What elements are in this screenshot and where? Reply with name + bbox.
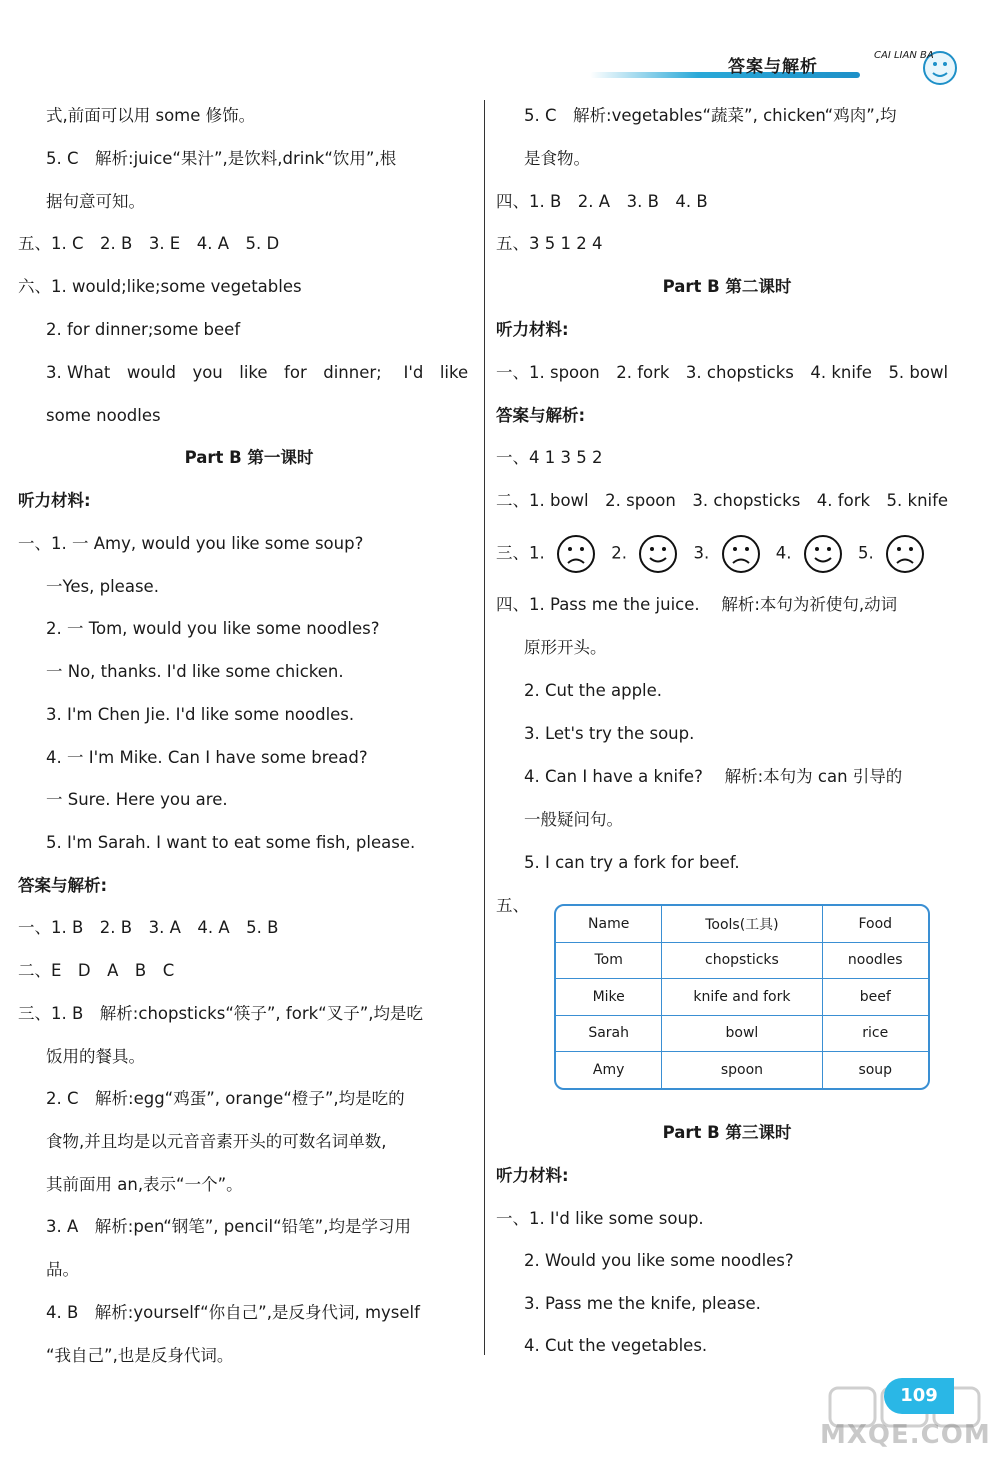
text-line: 3. Pass me the knife, please. [524, 1294, 761, 1313]
table-header-cell: Name [556, 906, 662, 943]
text-line: 5. I can try a fork for beef. [524, 853, 740, 872]
table-row [556, 979, 928, 1016]
happy-face-icon [638, 534, 678, 574]
text-line: 式,前面可以用 some 修饰。 [46, 106, 256, 125]
table-cell: spoon [662, 1052, 822, 1088]
answer-table [554, 904, 930, 1090]
happy-face-icon [803, 534, 843, 574]
section-heading: Part B 第二课时 [662, 277, 792, 296]
text-line: 四、1. B 2. A 3. B 4. B [496, 192, 708, 211]
text-line: 4. Cut the vegetables. [524, 1336, 708, 1355]
faces-num: 3. [693, 543, 710, 563]
text-line: 3. A 解析:pen“钢笔”, pencil“铅笔”,均是学习用 [46, 1217, 411, 1236]
faces-num: 4. [775, 543, 792, 563]
text-line: 4. Can I have a knife? 解析:本句为 can 引导的 [524, 767, 903, 786]
logo [860, 40, 970, 100]
sad-face-icon [556, 534, 596, 574]
text-line: 一、4 1 3 5 2 [496, 448, 603, 467]
subheading: 听力材料: [496, 1166, 569, 1185]
subheading: 答案与解析: [18, 876, 108, 895]
subheading: 答案与解析: [496, 406, 586, 425]
table-cell: soup [858, 1061, 893, 1078]
header-bar [590, 72, 860, 78]
table-cell: bowl [662, 1016, 822, 1053]
page-number: 109 [884, 1378, 954, 1414]
table-cell: chopsticks [662, 943, 822, 980]
faces-num: 5. [858, 543, 874, 563]
text-line: 五、1. C 2. B 3. E 4. A 5. D [18, 234, 280, 253]
text-line: 食物,并且均是以元音音素开头的可数名词单数, [46, 1132, 387, 1151]
text-line: 六、1. would;like;some vegetables [18, 277, 302, 296]
sad-face-icon [721, 534, 761, 574]
table-header-cell: Food [823, 906, 929, 943]
section-heading: Part B 第三课时 [662, 1123, 792, 1142]
logo-text: CAI LIAN BA [874, 50, 934, 61]
text-line: 一 No, thanks. I'd like some chicken. [46, 662, 344, 681]
faces-row [496, 533, 935, 574]
text-line: 3. I'm Chen Jie. I'd like some noodles. [46, 705, 355, 724]
text-line: 一、1. 一 Amy, would you like some soup? [18, 534, 364, 553]
table-cell: noodles [823, 943, 929, 980]
table-row [556, 1016, 928, 1053]
subheading: 听力材料: [496, 320, 569, 339]
text-line: 一、1. spoon 2. fork 3. chopsticks 4. knife 5. bowl [496, 363, 949, 382]
text-line: 2. C 解析:egg“鸡蛋”, orange“橙子”,均是吃的 [46, 1089, 405, 1108]
table-cell: Amy [556, 1052, 662, 1088]
text-line: 其前面用 an,表示“一个”。 [46, 1175, 243, 1194]
text-line: 二、E D A B C [18, 961, 175, 980]
subheading: 听力材料: [18, 491, 91, 510]
column-divider [484, 100, 485, 1355]
text-line: 5. C 解析:vegetables“蔬菜”, chicken“鸡肉”,均 [524, 106, 897, 125]
text-line: 一般疑问句。 [524, 810, 623, 829]
table-cell: Sarah [556, 1016, 662, 1053]
text-line: 四、1. Pass me the juice. 解析:本句为祈使句,动词 [496, 595, 898, 614]
faces-prefix: 三、1. [496, 543, 545, 563]
text-line: 三、1. B 解析:chopsticks“筷子”, fork“叉子”,均是吃 [18, 1004, 424, 1023]
sad-face-icon [885, 534, 925, 574]
table-cell: knife and fork [662, 979, 822, 1016]
table-cell: Tom [556, 943, 662, 980]
table-row [556, 943, 928, 980]
text-line: 二、1. bowl 2. spoon 3. chopsticks 4. fork 5. knife [496, 491, 949, 510]
table-cell: rice [823, 1016, 929, 1053]
table-header-cell: Tools(工具) [662, 906, 822, 943]
text-line: 一、1. B 2. B 3. A 4. A 5. B [18, 918, 279, 937]
text-line: 一Yes, please. [46, 577, 159, 596]
text-line: 一、1. I'd like some soup. [496, 1209, 704, 1228]
text-line: 2. for dinner;some beef [46, 320, 241, 339]
text-line: 饭用的餐具。 [46, 1047, 145, 1066]
text-line: “我自己”,也是反身代词。 [46, 1346, 234, 1365]
text-line: 4. B 解析:yourself“你自己”,是反身代词, myself [46, 1303, 420, 1322]
text-line: 3. Let's try the soup. [524, 724, 695, 743]
text-line: 是食物。 [524, 149, 590, 168]
text-line: 5. I'm Sarah. I want to eat some fish, please. [46, 833, 416, 852]
header-title: 答案与解析 [728, 57, 818, 77]
answer-table-wrap [554, 904, 930, 1090]
text-line: 4. 一 I'm Mike. Can I have some bread? [46, 748, 368, 767]
text-line: 3. What would you like for dinner; I'd like [46, 363, 469, 382]
text-line: 一 Sure. Here you are. [46, 790, 228, 809]
text-line: 原形开头。 [524, 638, 607, 657]
table-row [556, 1052, 928, 1088]
text-line: 品。 [46, 1260, 79, 1279]
faces-num: 2. [611, 543, 627, 563]
watermark-text: MXQE.COM [820, 1420, 991, 1450]
text-line: 2. 一 Tom, would you like some noodles? [46, 619, 380, 638]
text-line: 五、3 5 1 2 4 [496, 234, 603, 253]
table-cell: beef [823, 979, 929, 1016]
text-line: 据句意可知。 [46, 192, 145, 211]
text-line: 5. C 解析:juice“果汁”,是饮料,drink“饮用”,根 [46, 149, 397, 168]
text-line: 2. Would you like some noodles? [524, 1251, 794, 1270]
table-header-row [556, 906, 928, 943]
section-heading: Part B 第一课时 [184, 448, 314, 467]
text-line: 2. Cut the apple. [524, 681, 663, 700]
text-line: some noodles [46, 406, 161, 425]
table-cell: Mike [556, 979, 662, 1016]
text-line: 五、 [496, 896, 529, 915]
